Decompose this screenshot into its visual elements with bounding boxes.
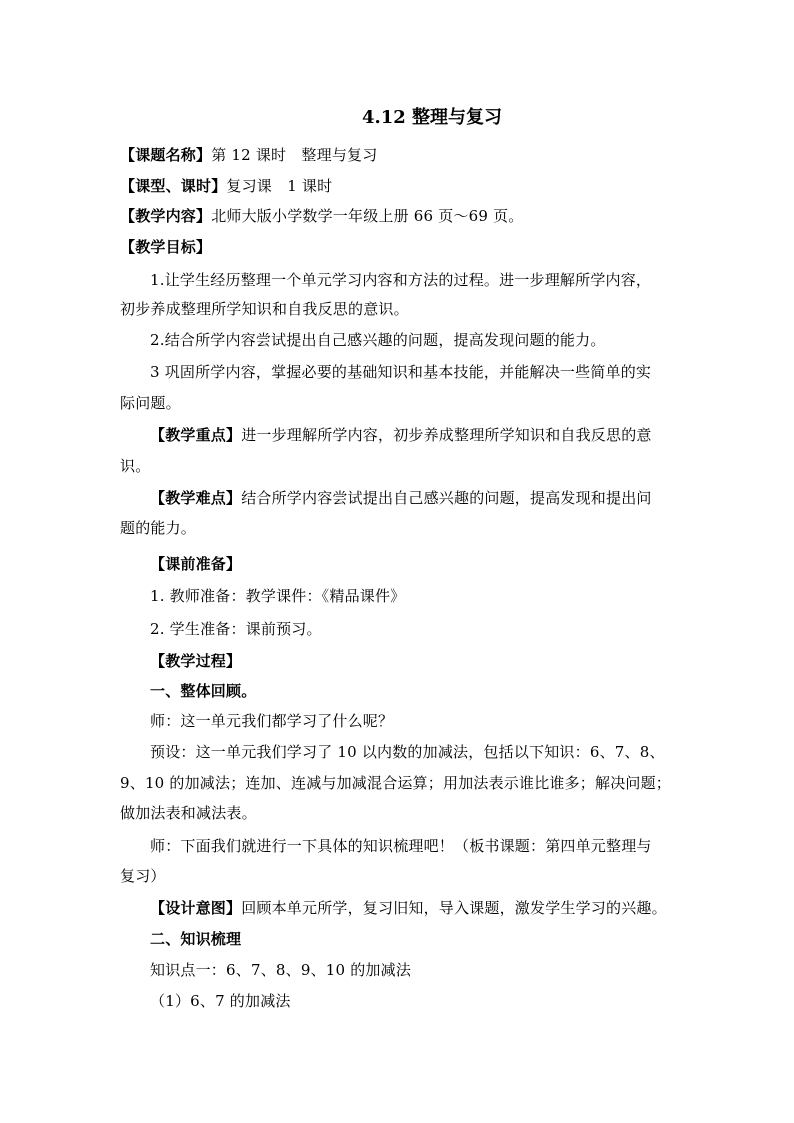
difficulty-line-1: 结合所学内容尝试提出自己感兴趣的问题，提高发现和提出问 xyxy=(241,489,652,507)
teaching-goals-heading xyxy=(120,237,211,257)
goal-3-line-2: 际问题。 xyxy=(120,394,181,412)
section-2-heading-text: 二、知识梳理 xyxy=(150,930,242,948)
preset-line-3: 做加法表和减法表。 xyxy=(120,804,257,822)
section-1-heading-text: 一、整体回顾。 xyxy=(150,682,257,700)
difficulty-label: 【教学难点】 xyxy=(150,489,242,507)
teacher-question: 师：这一单元我们都学习了什么呢？ xyxy=(150,712,394,730)
course-name-value: 第 12 课时 整理与复习 xyxy=(211,146,378,164)
knowledge-point-1: 知识点一：6、7、8、9、10 的加减法 xyxy=(150,961,412,979)
teacher-next-line-1: 师：下面我们就进行一下具体的知识梳理吧！（板书课题：第四单元整理与 xyxy=(150,837,652,855)
document-title: 4.12 整理与复习 xyxy=(361,107,503,128)
key-point-label: 【教学重点】 xyxy=(150,426,242,444)
section-1-heading xyxy=(150,681,256,701)
course-name-label: 【课题名称】 xyxy=(120,146,212,164)
course-type-value: 复习课 1 课时 xyxy=(226,177,333,195)
difficulty-row xyxy=(150,488,652,508)
key-point-row xyxy=(150,425,652,445)
course-name-row xyxy=(120,145,377,165)
process-label: 【教学过程】 xyxy=(150,652,242,670)
knowledge-point-1-sub: （1）6、7 的加减法 xyxy=(150,992,291,1010)
prep-heading xyxy=(150,554,241,574)
teacher-next-line-2: 复习） xyxy=(120,867,166,885)
prep-teacher: 1. 教师准备：教学课件：《精品课件》 xyxy=(150,587,406,605)
key-point-line-1: 进一步理解所学内容，初步养成整理所学知识和自我反思的意 xyxy=(241,426,652,444)
teaching-content-value: 北师大版小学数学一年级上册 66 页～69 页。 xyxy=(211,207,524,225)
course-type-row xyxy=(120,176,332,196)
prep-label: 【课前准备】 xyxy=(150,555,242,573)
teaching-content-row xyxy=(120,206,523,226)
goal-1-line-1: 1.让学生经历整理一个单元学习内容和方法的过程。进一步理解所学内容， xyxy=(150,271,652,289)
teaching-goals-label: 【教学目标】 xyxy=(120,238,212,256)
difficulty-line-2: 题的能力。 xyxy=(120,519,197,537)
key-point-line-2: 识。 xyxy=(120,457,151,475)
design-intent-value: 回顾本单元所学，复习旧知，导入课题，激发学生学习的兴趣。 xyxy=(241,899,667,917)
goal-3-line-1: 3 巩固所学内容，掌握必要的基础知识和基本技能，并能解决一些简单的实 xyxy=(150,363,652,381)
preset-line-1: 预设：这一单元我们学习了 10 以内数的加减法，包括以下知识：6、7、8、 xyxy=(150,743,665,761)
course-type-label: 【课型、课时】 xyxy=(120,177,227,195)
design-intent-row xyxy=(150,898,667,918)
preset-line-2: 9、10 的加减法；连加、连减与加减混合运算；用加法表示谁比谁多；解决问题； xyxy=(120,774,672,792)
goal-1-line-2: 初步养成整理所学知识和自我反思的意识。 xyxy=(120,300,409,318)
section-2-heading xyxy=(150,929,241,949)
process-heading xyxy=(150,651,241,671)
design-intent-label: 【设计意图】 xyxy=(150,899,242,917)
goal-2: 2.结合所学内容尝试提出自己感兴趣的问题，提高发现问题的能力。 xyxy=(150,331,606,349)
prep-student: 2. 学生准备：课前预习。 xyxy=(150,620,322,638)
teaching-content-label: 【教学内容】 xyxy=(120,207,212,225)
